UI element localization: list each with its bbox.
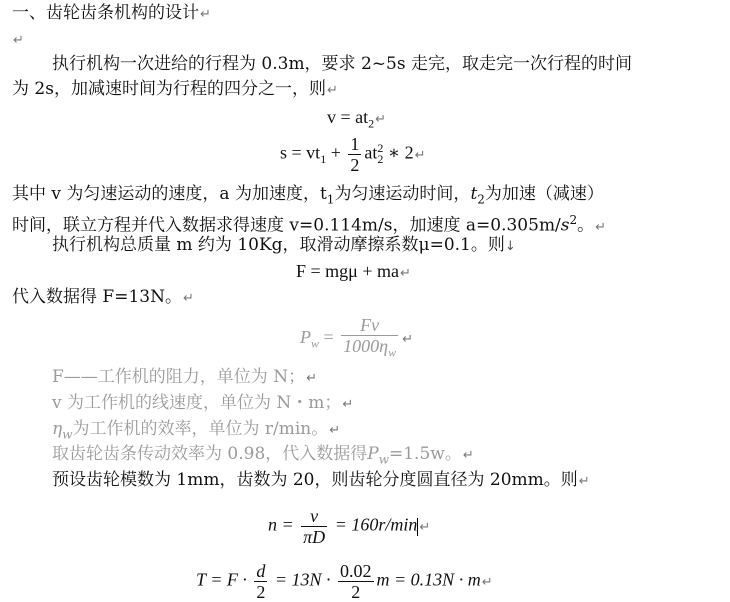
para3: 执行机构总质量 m 约为 10Kg，取滑动摩擦系数μ=0.1。则↓	[52, 235, 516, 255]
paragraph-mark: ↵	[182, 291, 194, 306]
paragraph-mark: ↵	[402, 331, 414, 347]
paragraph-mark: ↵	[306, 371, 317, 386]
note-resistance: F——工作机的阻力，单位为 N；↵	[52, 367, 317, 387]
paragraph-mark: ↵	[200, 7, 211, 22]
heading-text: 一、齿轮齿条机构的设计	[12, 3, 199, 23]
equation-power: $P_w$ = $\frac{Fv}{1000\eta_w}$ ↵	[300, 315, 413, 363]
fraction-power: $\frac{Fv}{1000\eta_w}$	[343, 315, 397, 360]
para2-line1: 其中 v 为匀速运动的速度，a 为加速度，$t_1$为匀速运动时间，$t_2$为加速（减速）	[12, 184, 604, 207]
paragraph-mark: ↵	[414, 147, 426, 163]
fraction-half: $\frac{1}{2}$	[350, 134, 360, 175]
para4: 代入数据得 F=13N。↵	[12, 287, 194, 307]
equation-velocity: $v = at_2↵$	[327, 107, 387, 131]
equation-force: F = mgμ + ma↵	[296, 261, 411, 281]
paragraph-mark: ↵	[399, 266, 411, 281]
equation-torque: T = F · $\frac{d}{2}$ = 13N · $\frac{0.02}{2}$ m = 0.13N · m↵	[196, 561, 493, 602]
para5: 预设齿轮模数为 1mm，齿数为 20，则齿轮分度圆直径为 20mm。则↵	[52, 470, 590, 490]
paragraph-mark: ↵	[329, 423, 341, 438]
paragraph-mark: ↵	[326, 83, 338, 98]
section-heading	[12, 2, 211, 26]
paragraph-mark: ↵	[419, 519, 431, 535]
equation-displacement: $s = vt_1$ + $\frac{1}{2}$ $at_2^2$ ∗ 2↵	[280, 134, 426, 175]
fraction-radius: $\frac{d}{2}$	[256, 561, 266, 602]
empty-line	[12, 28, 24, 52]
paragraph-mark: ↵	[578, 474, 590, 489]
fraction-speed: $\frac{v}{\pi D}$	[303, 506, 326, 547]
para1-line1: 执行机构一次进给的行程为 0.3m，要求 2~5s 走完，取走完一次行程的时间	[52, 54, 632, 74]
fraction-value: $\frac{0.02}{2}$	[340, 561, 372, 602]
note-velocity: v 为工作机的线速度，单位为 N・m；↵	[52, 393, 354, 413]
paragraph-mark: ↵	[462, 448, 474, 463]
para1-line2: 为 2s，加减速时间为行程的四分之一，则↵	[12, 79, 338, 99]
line-break-mark: ↓	[504, 239, 516, 254]
para2-line2: 时间，联立方程并代入数据求得速度 v=0.114m/s，加速度 $a=0.305m/s^2$。↵	[12, 213, 607, 236]
note-efficiency: $\eta_w$为工作机的效率，单位为 r/min。↵	[52, 419, 341, 442]
paragraph-mark: ↵	[595, 219, 607, 235]
note-transmission: 取齿轮齿条传动效率为 0.98，代入数据得$P_w=1.5w$。↵	[52, 444, 474, 467]
equation-speed: n = $\frac{v}{\pi D}$ = 160r/min ↵	[268, 506, 431, 547]
paragraph-mark: ↵	[342, 397, 354, 412]
paragraph-mark: ↵	[481, 574, 493, 590]
paragraph-mark: ↵	[375, 112, 387, 127]
paragraph-mark: ↵	[13, 33, 24, 48]
